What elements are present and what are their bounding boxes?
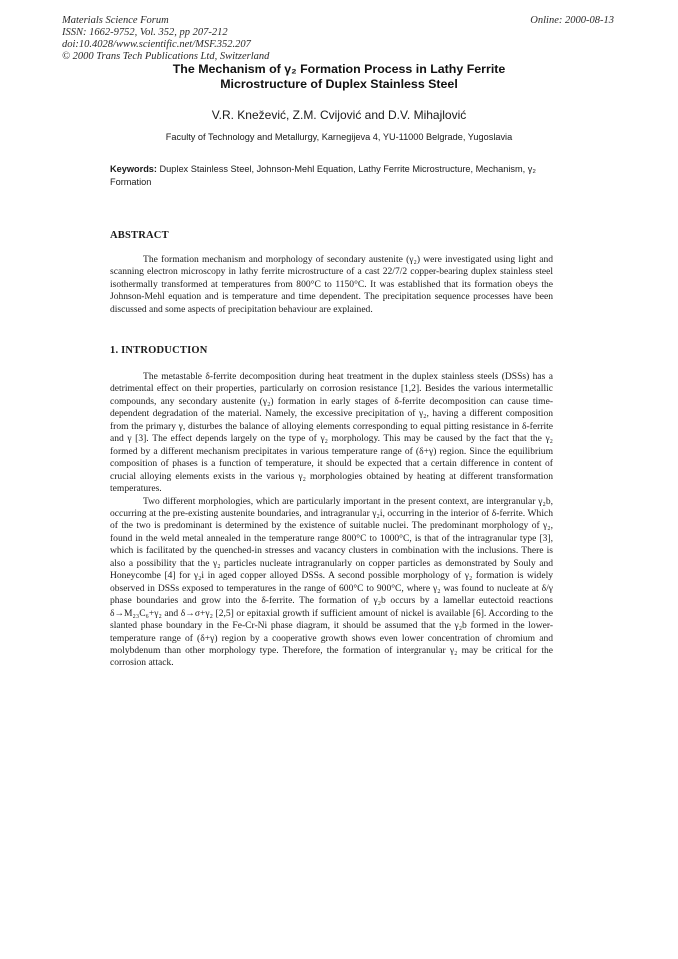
keywords-list: Duplex Stainless Steel, Johnson-Mehl Equation, Lathy Ferrite Microstructure, Mechanism, γ₂ Formation (110, 164, 536, 187)
affiliation: Faculty of Technology and Metallurgy, Karnegijeva 4, YU-11000 Belgrade, Yugoslavia (165, 132, 513, 142)
intro-paragraph-1: The metastable δ-ferrite decomposition during heat treatment in the duplex stainless steels (DSSs) has a detrimental effect on their properties, particularly on corrosion resistance [1,2]. Besides the various intermetallic compounds, any secondary austenite (γ₂) formation in early stages of δ-ferrite decomposition can cause time-dependent degradation of the material. Namely, the excessive precipitation of γ₂, having a different composition from the primary γ, disturbes the balance of alloying elements corresponding to equal pitting resistance in δ-ferrite and γ [3]. The effect depends largely on the type of γ₂ morphology. This may be caused by the fact that the γ₂ formed by a different mechanism precipitates in various temperature range of (δ+γ) region. Since the equilibrium composition of phases is a function of temperature, it should be expected that a certain difference in content of crucial alloying elements exists in the various γ₂ morphologies obtained by heating at different transformation temperatures. (110, 371, 553, 495)
issn-line: ISSN: 1662-9752, Vol. 352, pp 207-212 (62, 27, 228, 38)
title-line-2: Microstructure of Duplex Stainless Steel (220, 77, 458, 91)
abstract-paragraph: The formation mechanism and morphology of secondary austenite (γ₂) were investigated using light and scanning electron microscopy in lathy ferrite microstructure of a cast 22/7/2 copper-bearing duplex stainless steel isothermally transformed at temperatures from 800°C to 1150°C. It was established that its formation obeys the Johnson-Mehl equation and is temperature and time dependent. The precipitation sequence processes have been discussed and some aspects of precipitation behaviour are explained. (110, 254, 553, 315)
abstract-heading: ABSTRACT (110, 230, 169, 241)
introduction-body (110, 371, 553, 670)
doi-line[interactable]: doi:10.4028/www.scientific.net/MSF.352.207 (62, 39, 251, 50)
keywords-block (110, 163, 550, 189)
copyright-line: © 2000 Trans Tech Publications Ltd, Switzerland (62, 51, 270, 62)
abstract-body (110, 254, 553, 316)
introduction-heading: 1. INTRODUCTION (110, 345, 208, 356)
keywords-label: Keywords: (110, 164, 157, 174)
journal-header (62, 15, 392, 63)
journal-name: Materials Science Forum (62, 15, 169, 26)
intro-paragraph-2: Two different morphologies, which are particularly important in the present context, are intergranular γ₂b, occurring at the pre-existing austenite boundaries, and intragranular γ₂i, occurring in the interior of δ-ferrite. Which of the two is predominant is determined by the existence of suitable nuclei. The predominant morphology of γ₂, found in the weld metal annealed in the temperature range 800°C to 1000°C, is that of the intragranular type [3], which is facilitated by the quenched-in stresses and vacancy clusters in combination with the inclusions. There is also a possibility that the γ₂ particles nucleate intragranularly on copper particles as demonstrated by Souly and Honeycombe [4] for γ₂i in aged copper alloyed DSSs. A second possible morphology of γ₂ formation is widely observed in DSSs exposed to temperatures in the range of 600°C to 900°C, where γ₂ was found to nucleate at δ/γ phase boundaries and grow into the δ-ferrite. The formation of γ₂b occurs by a lamellar eutectoid reactions δ→M₂₃C₆+γ₂ and δ→σ+γ₂ [2,5] or epitaxial growth if sufficient amount of nickel is available [6]. According to the slanted phase boundary in the Fe-Cr-Ni phase diagram, it should be assumed that the γ₂b formed in the lower-temperature range of (δ+γ) region by a cooperative growth shows even lower concentration of chromium and molybdenum than other morphology type. Therefore, the formation of intergranular γ₂ may be critical for the corrosion attack. (110, 495, 553, 669)
author-list: V.R. Knežević, Z.M. Cvijović and D.V. Mihajlović (211, 108, 467, 122)
paper-title (60, 62, 618, 92)
online-date: Online: 2000-08-13 (530, 15, 614, 26)
title-line-1: The Mechanism of γ₂ Formation Process in Lathy Ferrite (172, 62, 506, 76)
